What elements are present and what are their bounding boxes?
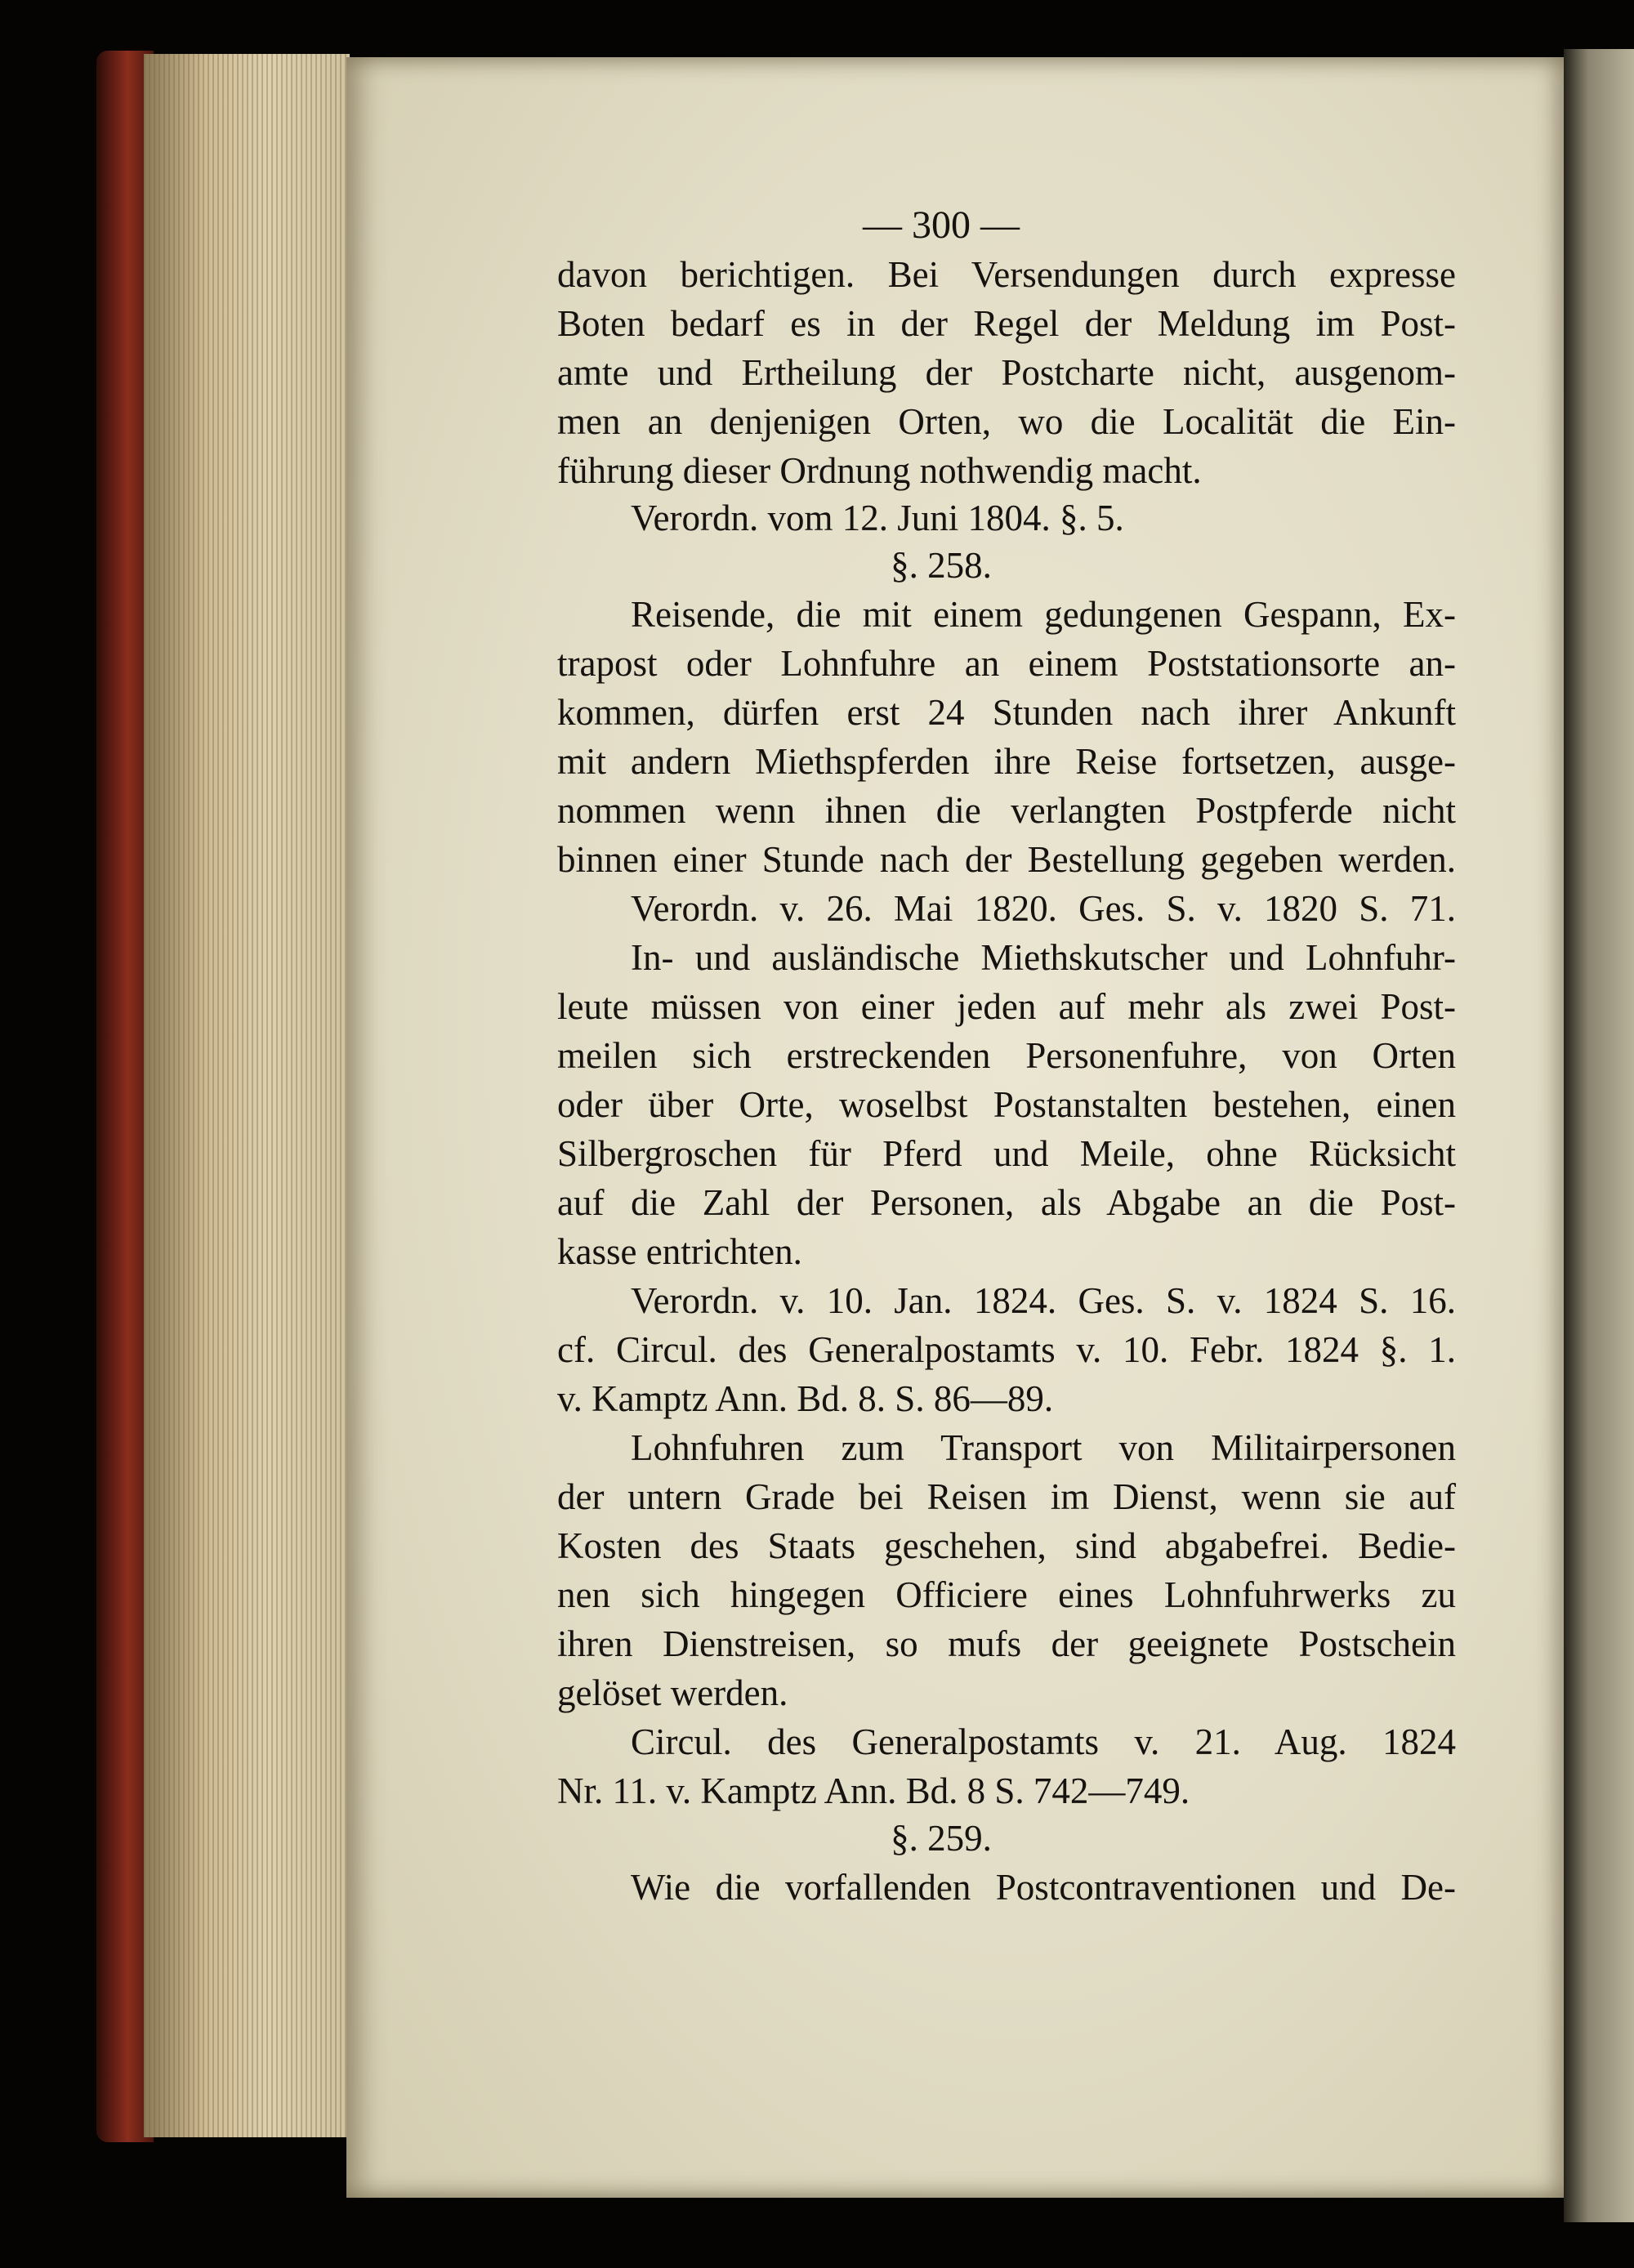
page-number: — 300 — (863, 203, 1020, 247)
text-line: meilen sich erstreckenden Personenfuhre, von Orten (557, 1035, 1456, 1076)
text-line: Kosten des Staats geschehen, sind abgabefrei. Bedie- (557, 1525, 1456, 1566)
section-heading: §. 259. (891, 1818, 992, 1859)
text-line: trapost oder Lohnfuhre an einem Poststationsorte an- (557, 643, 1456, 684)
text-line: kasse entrichten. (557, 1231, 802, 1272)
citation-line: Nr. 11. v. Kamptz Ann. Bd. 8 S. 742—749. (557, 1770, 1190, 1811)
text-line: Reisende, die mit einem gedungenen Gespann, Ex- (631, 594, 1456, 635)
citation-line: Verordn. v. 26. Mai 1820. Ges. S. v. 1820 S. 71. (631, 888, 1456, 929)
text-line: oder über Orte, woselbst Postanstalten bestehen, einen (557, 1084, 1456, 1125)
text-line: binnen einer Stunde nach der Bestellung gegeben werden. (557, 839, 1456, 880)
citation-line: cf. Circul. des Generalpostamts v. 10. Febr. 1824 §. 1. (557, 1329, 1456, 1370)
text-line: kommen, dürfen erst 24 Stunden nach ihrer Ankunft (557, 692, 1456, 733)
text-line: amte und Ertheilung der Postcharte nicht, ausgenom- (557, 352, 1456, 393)
text-line: davon berichtigen. Bei Versendungen durch expresse (557, 254, 1456, 295)
text-line: leute müssen von einer jeden auf mehr als zwei Post- (557, 986, 1456, 1027)
text-line: Silbergroschen für Pferd und Meile, ohne Rücksicht (557, 1133, 1456, 1174)
citation-line: Verordn. v. 10. Jan. 1824. Ges. S. v. 1824 S. 16. (631, 1280, 1456, 1321)
text-line: führung dieser Ordnung nothwendig macht. (557, 450, 1202, 491)
citation-line: v. Kamptz Ann. Bd. 8. S. 86—89. (557, 1378, 1054, 1419)
citation-line: Circul. des Generalpostamts v. 21. Aug. 1824 (631, 1721, 1456, 1762)
section-heading: §. 258. (891, 545, 992, 586)
text-line: auf die Zahl der Personen, als Abgabe an die Post- (557, 1182, 1456, 1223)
text-line: nommen wenn ihnen die verlangten Postpferde nicht (557, 790, 1456, 831)
text-line: Lohnfuhren zum Transport von Militairpersonen (631, 1427, 1456, 1468)
text-line: Boten bedarf es in der Regel der Meldung im Post- (557, 303, 1456, 344)
text-line: gelöset werden. (557, 1672, 788, 1713)
text-line: men an denjenigen Orten, wo die Localität die Ein- (557, 401, 1456, 442)
facing-page-edge (1564, 49, 1634, 2222)
text-line: der untern Grade bei Reisen im Dienst, wenn sie auf (557, 1476, 1456, 1517)
text-line: mit andern Miethspferden ihre Reise fortsetzen, ausge- (557, 741, 1456, 782)
text-line: Wie die vorfallenden Postcontraventionen und De- (631, 1867, 1456, 1908)
citation-line: Verordn. vom 12. Juni 1804. §. 5. (631, 498, 1124, 538)
text-line: nen sich hingegen Officiere eines Lohnfuhrwerks zu (557, 1574, 1456, 1615)
text-line: ihren Dienstreisen, so mufs der geeignete Postschein (557, 1623, 1456, 1664)
page-stack-edges (144, 54, 350, 2137)
text-line: In- und ausländische Miethskutscher und Lohnfuhr- (631, 937, 1456, 978)
